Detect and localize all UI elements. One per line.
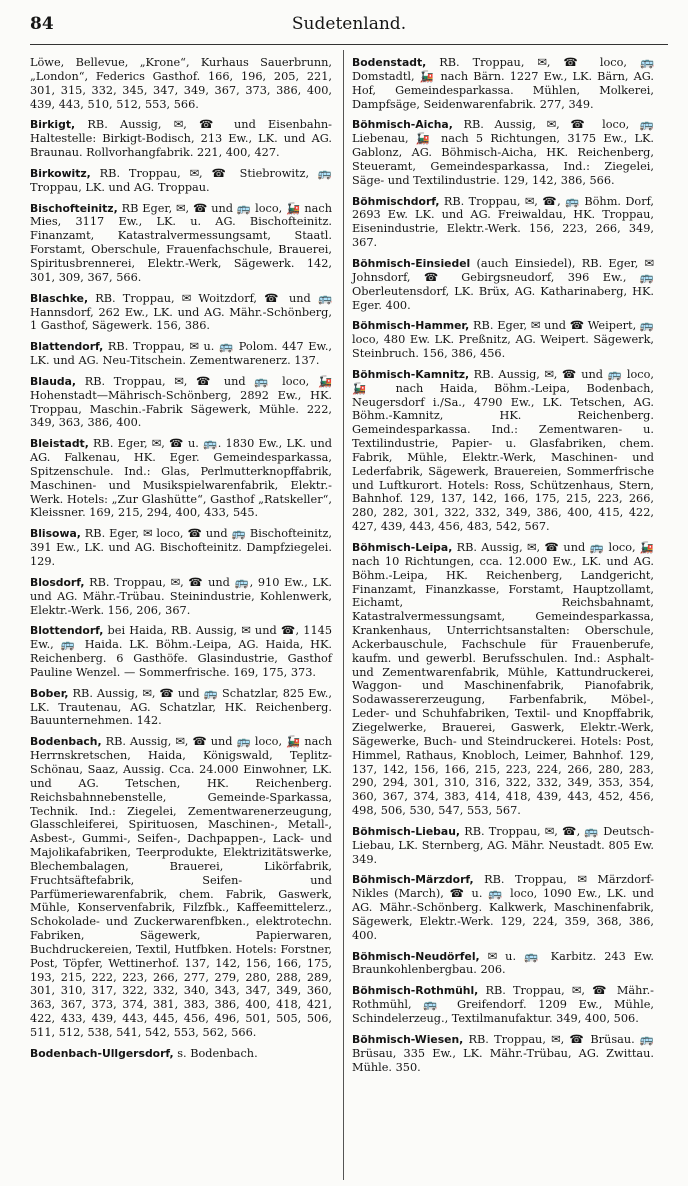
entry-text: s. Bodenbach. <box>177 1046 258 1060</box>
gazetteer-entry <box>30 527 332 569</box>
entry-text: ✉ u. 🚌 Karbitz. 243 Ew. Braunkohlenbergbau. 206. <box>352 949 654 977</box>
entry-headword: Bober, <box>30 686 69 700</box>
gazetteer-entry <box>30 292 332 334</box>
entry-text: bei Haida, RB. Aussig, ✉ und ☎, 1145 Ew., 🚌 Haida. LK. Böhm.-Leipa, AG. Haida, HK. Reichenberg. 6 Gasthöfe. Glasindustrie, Gasthof Pauline Wenzel. — Sommerfrische. 169, 175, 373. <box>30 624 333 679</box>
page-header <box>30 14 668 40</box>
entry-headword: Böhmischdorf, <box>352 194 440 208</box>
left-column <box>30 56 332 1068</box>
entry-headword: Böhmisch-Kamnitz, <box>352 367 470 381</box>
entry-text: RB. Troppau, ✉, ☎ und 🚌, 910 Ew., LK. und AG. Mähr.-Trübau. Steinindustrie, Kohlenwerk, Elektr.-Werk. 156, 206, 367. <box>30 575 332 617</box>
entry-headword: Bodenstadt, <box>352 56 427 69</box>
entry-headword: Böhmisch-Neudörfel, <box>352 949 480 963</box>
entry-headword: Blattendorf, <box>30 340 104 354</box>
gazetteer-entry <box>352 257 654 312</box>
entry-headword: Blaschke, <box>30 291 89 305</box>
running-title: Sudetenland. <box>291 14 407 34</box>
entry-text: RB. Troppau, ✉, ☎ und 🚌 loco, 🚂 Hohenstadt—Mährisch-Schönberg, 2892 Ew., HK. Troppau, Maschin.-Fabrik Sägewerk, Mühle. 222, 349, 363, 386, 400. <box>30 374 333 430</box>
gazetteer-entry <box>352 319 654 361</box>
entry-text: RB. Eger, ✉, ☎ u. 🚌. 1830 Ew., LK. und AG. Falkenau, HK. Eger. Gemeindesparkassa, Spitzenschule. Ind.: Glas, Perlmutterknopffabrik, Maschinen- und Musikspielwarenfabrik, Elektr.-Werk. Hotels: „Zur Glashütte“, Gasthof „Ratskeller“, Kleissner. 169, 215, 294, 400, 433, 545. <box>30 437 332 520</box>
entry-headword: Blosdorf, <box>30 575 85 589</box>
entry-text: Löwe, Bellevue, „Krone“, Kurhaus Sauerbrunn, „London“, Federics Gasthof. 166, 196, 205, 221, 301, 315, 332, 345, 347, 349, 367, 373, 386, 400, 439, 443, 510, 512, 553, 566. <box>30 56 332 111</box>
entry-headword: Böhmisch-Hammer, <box>352 319 470 333</box>
gazetteer-entry <box>30 576 332 618</box>
right-column <box>352 56 654 1081</box>
entry-headword: Blauda, <box>30 374 77 388</box>
entry-text: RB. Troppau, ✉, ☎ Stiebrowitz, 🚌 Troppau, LK. und AG. Troppau. <box>30 166 332 194</box>
gazetteer-entry <box>30 624 332 679</box>
gazetteer-entry <box>30 687 332 729</box>
entry-headword: Birkigt, <box>30 118 76 132</box>
entry-text: RB. Troppau, ✉ Märzdorf-Nikles (March), ☎ u. 🚌 loco, 1090 Ew., LK. und AG. Mähr.-Schönberg. Kalkwerk, Maschinenfabrik, Sägewerk, Elektr.-Werk. 129, 224, 359, 368, 386, 400. <box>352 873 654 942</box>
entry-headword: Böhmisch-Liebau, <box>352 824 460 838</box>
gazetteer-entry <box>352 368 654 534</box>
entry-headword: Blisowa, <box>30 527 81 541</box>
gazetteer-entry <box>352 984 654 1026</box>
gazetteer-entry <box>30 375 332 430</box>
gazetteer-entry <box>30 56 332 111</box>
entry-text: (auch Einsiedel), RB. Eger, ✉ Johnsdorf, ☎ Gebirgsneudorf, 396 Ew., 🚌 Oberleutensdorf, LK. Brüx, AG. Katharinaberg, HK. Eger. 400. <box>352 256 655 312</box>
entry-headword: Blottendorf, <box>30 624 104 638</box>
header-rule <box>30 44 668 45</box>
entry-text: RB Eger, ✉, ☎ und 🚌 loco, 🚂 nach Mies, 3117 Ew., LK. u. AG. Bischofteinitz. Finanzamt, Katastralvermessungsamt, Staatl. Forstamt, Oberschule, Frauenfachschule, Brauerei, Spiritusbrennerei, Elektr.-Werk, Sägewerk. 142, 301, 309, 367, 566. <box>30 201 332 284</box>
gazetteer-entry <box>30 340 332 368</box>
gazetteer-entry <box>30 202 332 285</box>
entry-headword: Bodenbach-Ullgersdorf, <box>30 1046 174 1060</box>
entry-text: RB. Troppau, ✉, ☎ Brüsau. 🚌 Brüsau, 335 Ew., LK. Mähr.-Trübau, AG. Zwittau. Mühle. 350. <box>352 1032 655 1074</box>
entry-headword: Bleistadt, <box>30 437 89 451</box>
entry-text: RB. Aussig, ✉, ☎ loco, 🚌 Liebenau, 🚂 nach 5 Richtungen, 3175 Ew., LK. Gablonz, AG. Böhmisch-Aicha, HK. Reichenberg, Steueramt, Gemeindesparkassa, Ind.: Ziegelei, Säge- und Textilindustrie. 129, 142, 386, 566. <box>352 118 654 187</box>
entry-text: RB. Eger, ✉ und ☎ Weipert, 🚌 loco, 480 Ew. LK. Preßnitz, AG. Weipert. Sägewerk, Steinbruch. 156, 386, 456. <box>352 319 654 361</box>
entry-headword: Birkowitz, <box>30 166 91 180</box>
entry-text: RB. Troppau, ✉, ☎ loco, 🚌 Domstadtl, 🚂 nach Bärn. 1227 Ew., LK. Bärn, AG. Hof, Gemeindesparkassa. Mühlen, Molkerei, Dampfsäge, Seidenwarenfabrik. 277, 349. <box>352 56 655 111</box>
column-divider <box>343 50 344 1180</box>
entry-text: RB. Troppau, ✉ u. 🚌 Polom. 447 Ew., LK. und AG. Neu-Titschein. Zementwarenerz. 137. <box>30 340 333 368</box>
entry-text: RB. Aussig, ✉, ☎ und 🚌 loco, 🚂 nach Herrnskretschen, Haida, Königswald, Teplitz-Schönau, Saaz, Aussig. Cca. 24.000 Einwohner, LK. und AG. Tetschen, HK. Reichenberg. Reichsbahnnebenstelle, Gemeinde-Sparkassa, Technik. Ind.: Ziegelei, Zementwarenerzeugung, Glasschleiferei, Spirituosen, Maschinen-, Metall-, Asbest-, Gummi-, Seifen-, Dachpappen-, Lack- und Majolikafabriken, Teerprodukte, Elektrizitätswerke, Blechembalagen, Brauerei, Likörfabrik, Fruchtsäftefabrik, Seifen- und Parfümeriewarenfabrik, chem. Fabrik, Gaswerk, Mühle, Konservenfabrik, Filzfbk., Kaffeemittelerz., Schokolade- und Zuckerwarenfbken., elektrotechn. Fabriken, Sägewerk, Papierwaren, Buchdruckereien, Textil, Hutfbken. Hotels: Forstner, Post, Töpfer, Wettinerhof. 137, 142, 156, 166, 175, 193, 215, 222, 223, 266, 277, 279, 280, 288, 289, 301, 310, 317, 322, 332, 340, 343, 347, 349, 360, 363, 367, 373, 374, 381, 383, 386, 400, 418, 421, 422, 433, 439, 443, 445, 456, 496, 501, 505, 506, 511, 512, 538, 541, 542, 553, 562, 566. <box>30 735 332 1039</box>
entry-text: RB. Aussig, ✉, ☎ und 🚌 Schatzlar, 825 Ew., LK. Trautenau, AG. Schatzlar, HK. Reichenberg. Bauunternehmen. 142. <box>30 686 332 728</box>
gazetteer-entry <box>352 825 654 867</box>
gazetteer-entry <box>30 1047 332 1061</box>
gazetteer-entry <box>30 437 332 520</box>
entry-headword: Böhmisch-Aicha, <box>352 118 453 132</box>
entry-text: RB. Aussig, ✉, ☎ und Eisenbahn-Haltestelle: Birkigt-Bodisch, 213 Ew., LK. und AG. Braunau. Rollvorhangfabrik. 221, 400, 427. <box>30 118 332 160</box>
entry-headword: Böhmisch-Wiesen, <box>352 1032 464 1046</box>
entry-text: RB. Aussig, ✉, ☎ und 🚌 loco, 🚂 nach 10 Richtungen, cca. 12.000 Ew., LK. und AG. Böhm.-Leipa, HK. Reichenberg, Landgericht, Finanzamt, Finanzkasse, Forstamt, Hauptzollamt, Eichamt, Reichsbahnamt, Katastralvermessungsamt, Gemeindesparkassa, Krankenhaus, Unterrichtsanstalten: Oberschule, Ackerbauschule, Fachschule für Frauenberufe, kaufm. und gewerbl. Berufsschulen. Ind.: Asphalt- und Zementwarenfabrik, Mühle, Kattundruckerei, Waggon- und Maschinenfabrik, Pianofabrik, Sodawassererzeugung, Farbenfabrik, Möbel-, Leder- und Schuhfabriken, Textil- und Knopffabrik, Ziegelwerke, Brauerei, Gaswerk, Elektr.-Werk, Sägewerke, Buch- und Steindruckerei. Hotels: Post, Himmel, Rathaus, Knobloch, Leimer, Bahnhof. 129, 137, 142, 156, 166, 215, 223, 224, 266, 280, 283, 290, 294, 301, 310, 316, 322, 332, 349, 353, 354, 360, 367, 374, 383, 414, 418, 439, 443, 452, 456, 498, 506, 530, 547, 553, 567. <box>352 541 655 818</box>
gazetteer-entry <box>30 735 332 1040</box>
entry-headword: Bischofteinitz, <box>30 201 118 215</box>
gazetteer-entry <box>352 195 654 250</box>
entry-text: RB. Troppau, ✉, ☎, 🚌 Deutsch-Liebau, LK. Sternberg, AG. Mähr. Neustadt. 805 Ew. 349. <box>352 824 655 866</box>
entry-headword: Böhmisch-Leipa, <box>352 541 453 554</box>
entry-text: RB. Troppau, ✉ Woitzdorf, ☎ und 🚌 Hannsdorf, 262 Ew., LK. und AG. Mähr.-Schönberg, 1 Gasthof, Sägewerk. 156, 386. <box>30 291 333 333</box>
entry-headword: Bodenbach, <box>30 735 102 749</box>
entry-text: RB. Aussig, ✉, ☎ und 🚌 loco, 🚂 nach Haida, Böhm.-Leipa, Bodenbach, Neugersdorf i./Sa., 4790 Ew., LK. Tetschen, AG. Böhm.-Kamnitz, HK. Reichenberg. Gemeindesparkassa. Ind.: Zementwaren- u. Textilindustrie, Papier- u. Glasfabriken, chem. Fabrik, Mühle, Elektr.-Werk, Maschinen- und Lederfabrik, Sägewerk, Brauereien, Sommerfrische und Luftkurort. Hotels: Ross, Schützenhaus, Stern, Bahnhof. 129, 137, 142, 166, 175, 215, 223, 266, 280, 282, 301, 322, 332, 349, 386, 400, 415, 422, 427, 439, 443, 456, 483, 542, 567. <box>352 367 654 534</box>
gazetteer-entry <box>352 541 654 818</box>
entry-text: RB. Eger, ✉ loco, ☎ und 🚌 Bischofteinitz, 391 Ew., LK. und AG. Bischofteinitz. Dampfziegelei. 129. <box>30 527 333 568</box>
gazetteer-entry <box>352 56 654 111</box>
entry-headword: Böhmisch-Rothmühl, <box>352 984 479 998</box>
gazetteer-entry <box>30 118 332 160</box>
entry-text: RB. Troppau, ✉, ☎ Mähr.-Rothmühl, 🚌 Greifendorf. 1209 Ew., Mühle, Schindelerzeug., Textilmanufaktur. 349, 400, 506. <box>352 984 654 1025</box>
entry-headword: Böhmisch-Einsiedel <box>352 256 471 270</box>
gazetteer-entry <box>30 167 332 195</box>
gazetteer-entry <box>352 1033 654 1075</box>
gazetteer-entry <box>352 118 654 187</box>
gazetteer-entry <box>352 950 654 978</box>
page-number: 84 <box>30 14 54 34</box>
entry-headword: Böhmisch-Märzdorf, <box>352 873 474 887</box>
entry-text: RB. Troppau, ✉, ☎, 🚌 Böhm. Dorf, 2693 Ew. LK. und AG. Freiwaldau, HK. Troppau, Eisenindustrie, Elektr.-Werk. 156, 223, 266, 349, 367. <box>352 194 655 250</box>
gazetteer-entry <box>352 873 654 942</box>
